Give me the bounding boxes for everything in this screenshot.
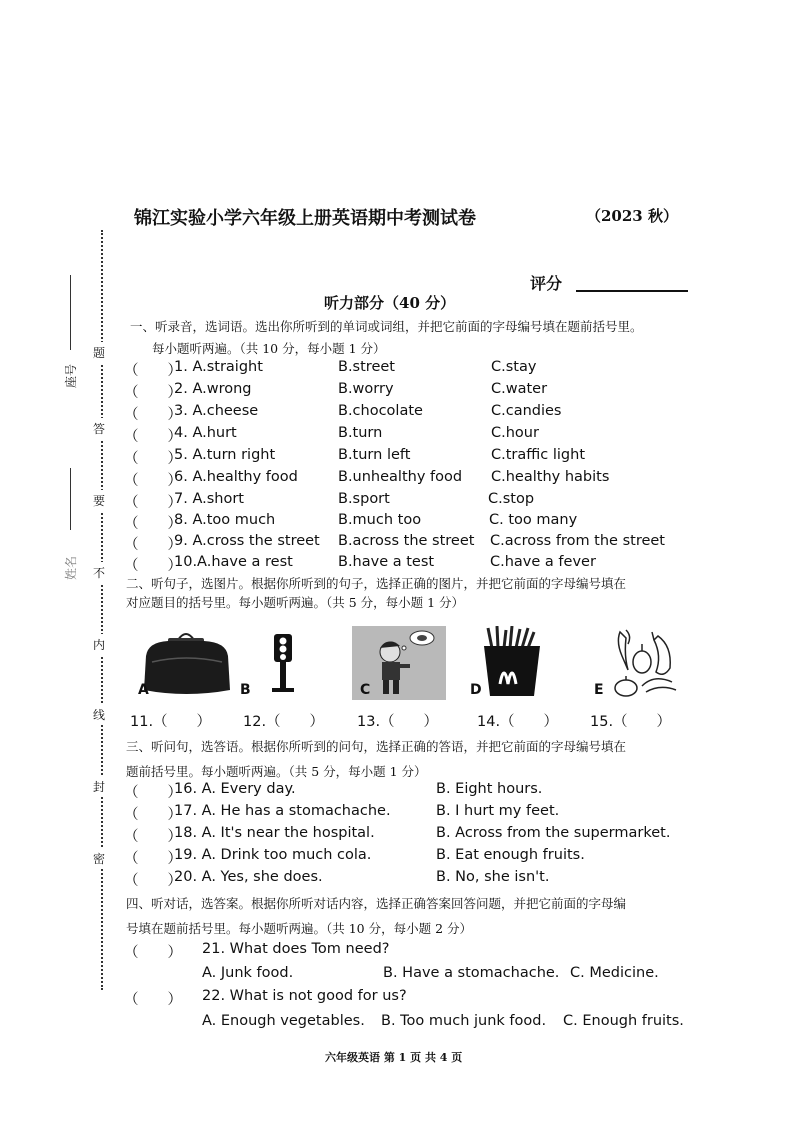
- margin-char: 密: [93, 848, 105, 869]
- part2-instruction: 对应题目的括号里。每小题听两遍。（共 5 分，每小题 1 分）: [126, 595, 465, 610]
- option-a: 4. A.hurt: [174, 425, 237, 441]
- picture-e: [592, 626, 684, 700]
- part2-instruction: 二、听句子，选图片。根据你所听到的句子，选择正确的图片，并把它前面的字母编号填在: [126, 576, 627, 591]
- option-a: 2. A.wrong: [174, 381, 252, 397]
- option-c: C.across from the street: [490, 533, 665, 549]
- option-a: 17. A. He has a stomachache.: [174, 803, 391, 819]
- part3-instruction: 题前括号里。每小题听两遍。（共 5 分，每小题 1 分）: [126, 764, 427, 779]
- question-row: [124, 425, 724, 447]
- option-b: B.unhealthy food: [338, 469, 463, 485]
- answer-paren[interactable]: （ ）: [124, 516, 182, 532]
- name-label: 姓名: [64, 555, 78, 580]
- option-a: 7. A.short: [174, 491, 244, 507]
- seat-number-label: 座号: [64, 363, 78, 388]
- question-row: [124, 941, 724, 963]
- question-row: [124, 491, 724, 513]
- part1-instruction: 一、听录音，选词语。选出你所听到的单词或词组，并把它前面的字母编号填在题前括号里。: [130, 319, 643, 334]
- option-a: A. Junk food.: [202, 965, 294, 981]
- margin-char: 线: [93, 704, 105, 725]
- option-b: B.street: [338, 359, 395, 375]
- option-b: B. Eat enough fruits.: [436, 847, 585, 863]
- vegetables-icon: [592, 626, 684, 700]
- question-row: [124, 469, 724, 491]
- option-c: C.have a fever: [490, 554, 596, 570]
- option-c: C.candies: [491, 403, 562, 419]
- score-blank[interactable]: [576, 290, 688, 292]
- answer-paren[interactable]: （ ）: [124, 495, 182, 511]
- option-a: 20. A. Yes, she does.: [174, 869, 323, 885]
- option-c: C. too many: [489, 512, 578, 528]
- part1-instruction: 每小题听两遍。（共 10 分，每小题 1 分）: [152, 341, 386, 356]
- answer-paren[interactable]: （ ）: [124, 558, 182, 574]
- option-a: 9. A.cross the street: [174, 533, 320, 549]
- option-b: B.across the street: [338, 533, 475, 549]
- answer-paren[interactable]: （ ）: [124, 385, 182, 401]
- part3-instruction: 三、听问句，选答语。根据你所听到的问句，选择正确的答语，并把它前面的字母编号填在: [126, 739, 627, 754]
- options-row: [124, 965, 724, 987]
- answer-paren[interactable]: （ ）: [124, 451, 182, 467]
- option-a: 10.A.have a rest: [174, 554, 293, 570]
- option-c: C.healthy habits: [491, 469, 610, 485]
- answer-paren[interactable]: （ ）: [124, 992, 182, 1008]
- option-c: C.water: [491, 381, 548, 397]
- question-row: [124, 781, 724, 803]
- option-c: C.hour: [491, 425, 539, 441]
- answer-paren[interactable]: （ ）: [124, 363, 182, 379]
- option-a: 19. A. Drink too much cola.: [174, 847, 372, 863]
- option-a: 18. A. It's near the hospital.: [174, 825, 375, 841]
- question-row: [124, 447, 724, 469]
- answer-paren[interactable]: （ ）: [124, 407, 182, 423]
- question-row: [124, 825, 724, 847]
- option-b: B.much too: [338, 512, 422, 528]
- margin-char: 封: [93, 776, 105, 797]
- option-b: B.sport: [338, 491, 390, 507]
- question-row: [124, 381, 724, 403]
- option-b: B. I hurt my feet.: [436, 803, 560, 819]
- option-a: 3. A.cheese: [174, 403, 259, 419]
- option-b: B.chocolate: [338, 403, 423, 419]
- question-row: [124, 512, 724, 534]
- seat-number-blank[interactable]: [70, 275, 71, 350]
- question-row: [124, 403, 724, 425]
- option-a: 1. A.straight: [174, 359, 263, 375]
- margin-char: 内: [93, 634, 105, 655]
- margin-char: 答: [93, 418, 105, 439]
- picture-letter: D: [470, 682, 482, 698]
- answer-paren[interactable]: （ ）: [124, 829, 182, 845]
- section-title: 听力部分（40 分）: [324, 294, 456, 312]
- picture-b: [238, 626, 300, 698]
- answer-paren[interactable]: （ ）: [124, 537, 182, 553]
- score-label: 评分: [530, 274, 563, 293]
- picture-letter: A: [138, 682, 149, 698]
- answer-paren-14[interactable]: 14.（ ）: [477, 714, 559, 730]
- option-b: B. Eight hours.: [436, 781, 543, 797]
- answer-paren-15[interactable]: 15.（ ）: [590, 714, 672, 730]
- option-a: A. Enough vegetables.: [202, 1013, 365, 1029]
- margin-char: 题: [93, 342, 105, 363]
- part4-instruction: 号填在题前括号里。每小题听两遍。（共 10 分，每小题 2 分）: [126, 921, 473, 936]
- question-row: [124, 533, 724, 555]
- question-row: [124, 869, 724, 891]
- option-b: B.turn left: [338, 447, 411, 463]
- option-b: B. Have a stomachache.: [383, 965, 560, 981]
- answer-paren[interactable]: （ ）: [124, 945, 182, 961]
- picture-letter: E: [594, 682, 604, 698]
- answer-paren-12[interactable]: 12.（ ）: [243, 714, 325, 730]
- option-c: C.stop: [488, 491, 535, 507]
- picture-a: [138, 626, 234, 698]
- question-row: [124, 803, 724, 825]
- option-a: 8. A.too much: [174, 512, 276, 528]
- answer-paren[interactable]: （ ）: [124, 851, 182, 867]
- part4-instruction: 四、听对话，选答案。根据你所听对话内容，选择正确答案回答问题，并把它前面的字母编: [126, 896, 627, 911]
- exam-term: （2023 秋）: [586, 207, 678, 225]
- purse-icon: [138, 626, 234, 698]
- question-row: [124, 847, 724, 869]
- answer-paren[interactable]: （ ）: [124, 873, 182, 889]
- option-a: 6. A.healthy food: [174, 469, 298, 485]
- option-c: C.traffic light: [491, 447, 586, 463]
- answer-paren-11[interactable]: 11.（ ）: [130, 714, 212, 730]
- exam-title: 锦江实验小学六年级上册英语期中考测试卷: [134, 208, 476, 229]
- question-row: [124, 359, 724, 381]
- answer-paren[interactable]: （ ）: [124, 429, 182, 445]
- option-b: B. No, she isn't.: [436, 869, 550, 885]
- answer-paren[interactable]: （ ）: [124, 807, 182, 823]
- page-footer: 六年级英语 第 1 页 共 4 页: [325, 1051, 463, 1064]
- margin-char: 要: [93, 490, 105, 511]
- options-row: [124, 1013, 724, 1035]
- option-c: C. Medicine.: [570, 965, 659, 981]
- picture-c: [352, 626, 446, 700]
- picture-letter: C: [360, 682, 371, 698]
- question-text: 21. What does Tom need?: [202, 941, 390, 957]
- answer-paren[interactable]: （ ）: [124, 473, 182, 489]
- margin-char: 不: [93, 562, 105, 583]
- option-c: C. Enough fruits.: [563, 1013, 684, 1029]
- answer-paren[interactable]: （ ）: [124, 785, 182, 801]
- option-b: B.have a test: [338, 554, 435, 570]
- option-b: B.worry: [338, 381, 394, 397]
- option-c: C.stay: [491, 359, 537, 375]
- option-b: B.turn: [338, 425, 383, 441]
- question-row: [124, 554, 724, 576]
- picture-letter: B: [240, 682, 251, 698]
- answer-paren-13[interactable]: 13.（ ）: [357, 714, 439, 730]
- question-row: [124, 988, 724, 1010]
- option-a: 16. A. Every day.: [174, 781, 296, 797]
- option-b: B. Too much junk food.: [381, 1013, 547, 1029]
- french-fries-icon: [470, 626, 550, 700]
- name-blank[interactable]: [70, 468, 71, 530]
- picture-d: [470, 626, 550, 700]
- option-b: B. Across from the supermarket.: [436, 825, 671, 841]
- question-text: 22. What is not good for us?: [202, 988, 407, 1004]
- option-a: 5. A.turn right: [174, 447, 276, 463]
